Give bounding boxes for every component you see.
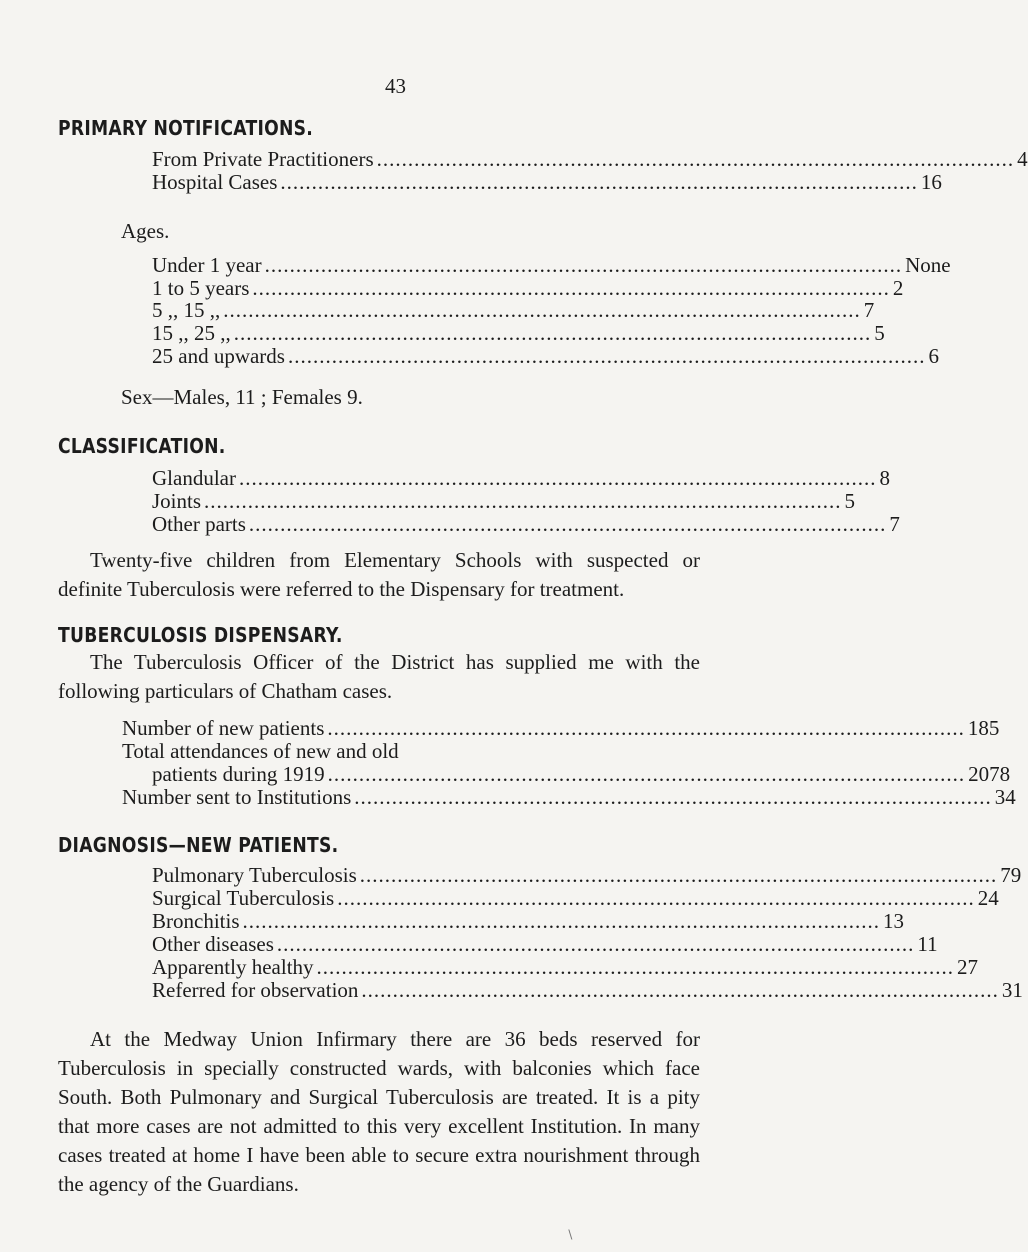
schools-paragraph-text: Twenty-five children from Elementary Schools with suspected or definite Tuberculosis were referred to the Dispensary for treatment. — [58, 548, 700, 601]
row-label: Hospital Cases — [152, 170, 278, 194]
primary-notifications-heading: PRIMARY NOTIFICATIONS. — [58, 116, 314, 140]
row-value: 34 — [994, 785, 1016, 809]
ages-row — [152, 298, 875, 323]
row-value: 5 — [844, 489, 856, 513]
row-label: patients during 1919 — [152, 762, 325, 786]
sex-line: Sex—Males, 11 ; Females 9. — [121, 385, 363, 409]
row-label: 15 ,, 25 ,, — [152, 321, 231, 345]
row-value: 7 — [889, 512, 900, 536]
diagnosis-row — [152, 955, 979, 980]
row-value: 13 — [883, 909, 904, 933]
page-number: 43 — [385, 74, 406, 98]
row-label: From Private Practitioners — [152, 147, 374, 171]
schools-paragraph — [58, 546, 700, 604]
row-value: None — [905, 253, 951, 277]
leader-dots: ...................................................................................................... — [287, 344, 926, 368]
diagnosis-row — [152, 932, 938, 957]
row-value: 11 — [917, 932, 938, 956]
row-value: 31 — [1001, 978, 1023, 1002]
dispensary-row — [122, 785, 1016, 810]
row-label: Joints — [152, 489, 202, 513]
row-label: Other parts — [152, 512, 246, 536]
primary-row — [152, 147, 1028, 172]
diagnosis-row — [152, 863, 1022, 888]
leader-dots: ...................................................................................................... — [233, 321, 872, 345]
dispensary-paragraph-text: The Tuberculosis Officer of the District has supplied me with the following particulars of Chatham cases. — [58, 650, 700, 703]
leader-dots: ...................................................................................................... — [252, 276, 890, 300]
leader-dots: ...................................................................................................... — [223, 298, 861, 322]
leader-dots: ...................................................................................................... — [359, 863, 998, 887]
diagnosis-heading: DIAGNOSIS—NEW PATIENTS. — [58, 833, 339, 857]
leader-dots: ...................................................................................................... — [242, 909, 880, 933]
diagnosis-row — [152, 886, 999, 911]
dispensary-row — [152, 762, 1011, 787]
row-label: 25 and upwards — [152, 344, 285, 368]
ages-heading: Ages. — [121, 219, 170, 243]
dispensary-paragraph — [58, 648, 700, 706]
classification-row — [152, 512, 900, 537]
classification-heading: CLASSIFICATION. — [58, 434, 226, 458]
row-value: 24 — [977, 886, 999, 910]
leader-dots: ...................................................................................................... — [280, 170, 918, 194]
leader-dots: ...................................................................................................... — [248, 512, 887, 536]
row-value: 2078 — [968, 762, 1011, 786]
leader-dots: ...................................................................................................... — [276, 932, 915, 956]
row-label: Apparently healthy — [152, 955, 314, 979]
leader-dots: ...................................................................................................... — [238, 466, 877, 490]
leader-dots: ...................................................................................................... — [361, 978, 999, 1002]
leader-dots: ...................................................................................................... — [316, 955, 955, 979]
row-value: 8 — [879, 466, 890, 490]
ages-row — [152, 253, 951, 278]
leader-dots: ...................................................................................................... — [337, 886, 975, 910]
row-value: 7 — [863, 298, 875, 322]
leader-dots: ...................................................................................................... — [327, 716, 965, 740]
row-label: Glandular — [152, 466, 236, 490]
leader-dots: ...................................................................................................... — [204, 489, 842, 513]
dispensary-heading: TUBERCULOSIS DISPENSARY. — [58, 623, 343, 647]
row-label: Number sent to Institutions — [122, 785, 352, 809]
dispensary-row — [122, 716, 1000, 741]
row-value: 79 — [1000, 863, 1022, 887]
row-label: Under 1 year — [152, 253, 262, 277]
row-label: Pulmonary Tuberculosis — [152, 863, 357, 887]
row-value: 16 — [920, 170, 942, 194]
leader-dots: ...................................................................................................... — [376, 147, 1015, 171]
medway-paragraph — [58, 1025, 700, 1199]
row-label: Bronchitis — [152, 909, 240, 933]
classification-row — [152, 489, 856, 514]
leader-dots: ...................................................................................................... — [354, 785, 992, 809]
medway-paragraph-text: At the Medway Union Infirmary there are 36 beds reserved for Tuberculosis in specially constructed wards, with balconies which face South. Both Pulmonary and Surgical Tuberculosis are treated. It is a pity that more cases are not admitted to this very excellent Institution. In many cases treated at home I have been able to secure extra nourishment through the agency of the Guardians. — [58, 1027, 700, 1196]
row-label: Other diseases — [152, 932, 274, 956]
row-value: 27 — [957, 955, 979, 979]
scan-mark: ∖ — [566, 1228, 574, 1242]
classification-row — [152, 466, 890, 491]
row-value: 185 — [967, 716, 1000, 740]
row-value: 6 — [928, 344, 939, 368]
row-label: Surgical Tuberculosis — [152, 886, 335, 910]
diagnosis-row — [152, 909, 904, 934]
row-label: Number of new patients — [122, 716, 325, 740]
row-value: 2 — [892, 276, 904, 300]
row-label: 5 ,, 15 ,, — [152, 298, 221, 322]
ages-row — [152, 321, 885, 346]
row-value: 4 — [1017, 147, 1028, 171]
row-label: Referred for observation — [152, 978, 359, 1002]
leader-dots: ...................................................................................................... — [264, 253, 903, 277]
primary-row — [152, 170, 942, 195]
leader-dots: ...................................................................................................... — [327, 762, 966, 786]
diagnosis-row — [152, 978, 1023, 1003]
ages-row — [152, 344, 939, 369]
attendances-line: Total attendances of new and old — [122, 739, 399, 763]
row-value: 5 — [874, 321, 885, 345]
row-label: 1 to 5 years — [152, 276, 250, 300]
